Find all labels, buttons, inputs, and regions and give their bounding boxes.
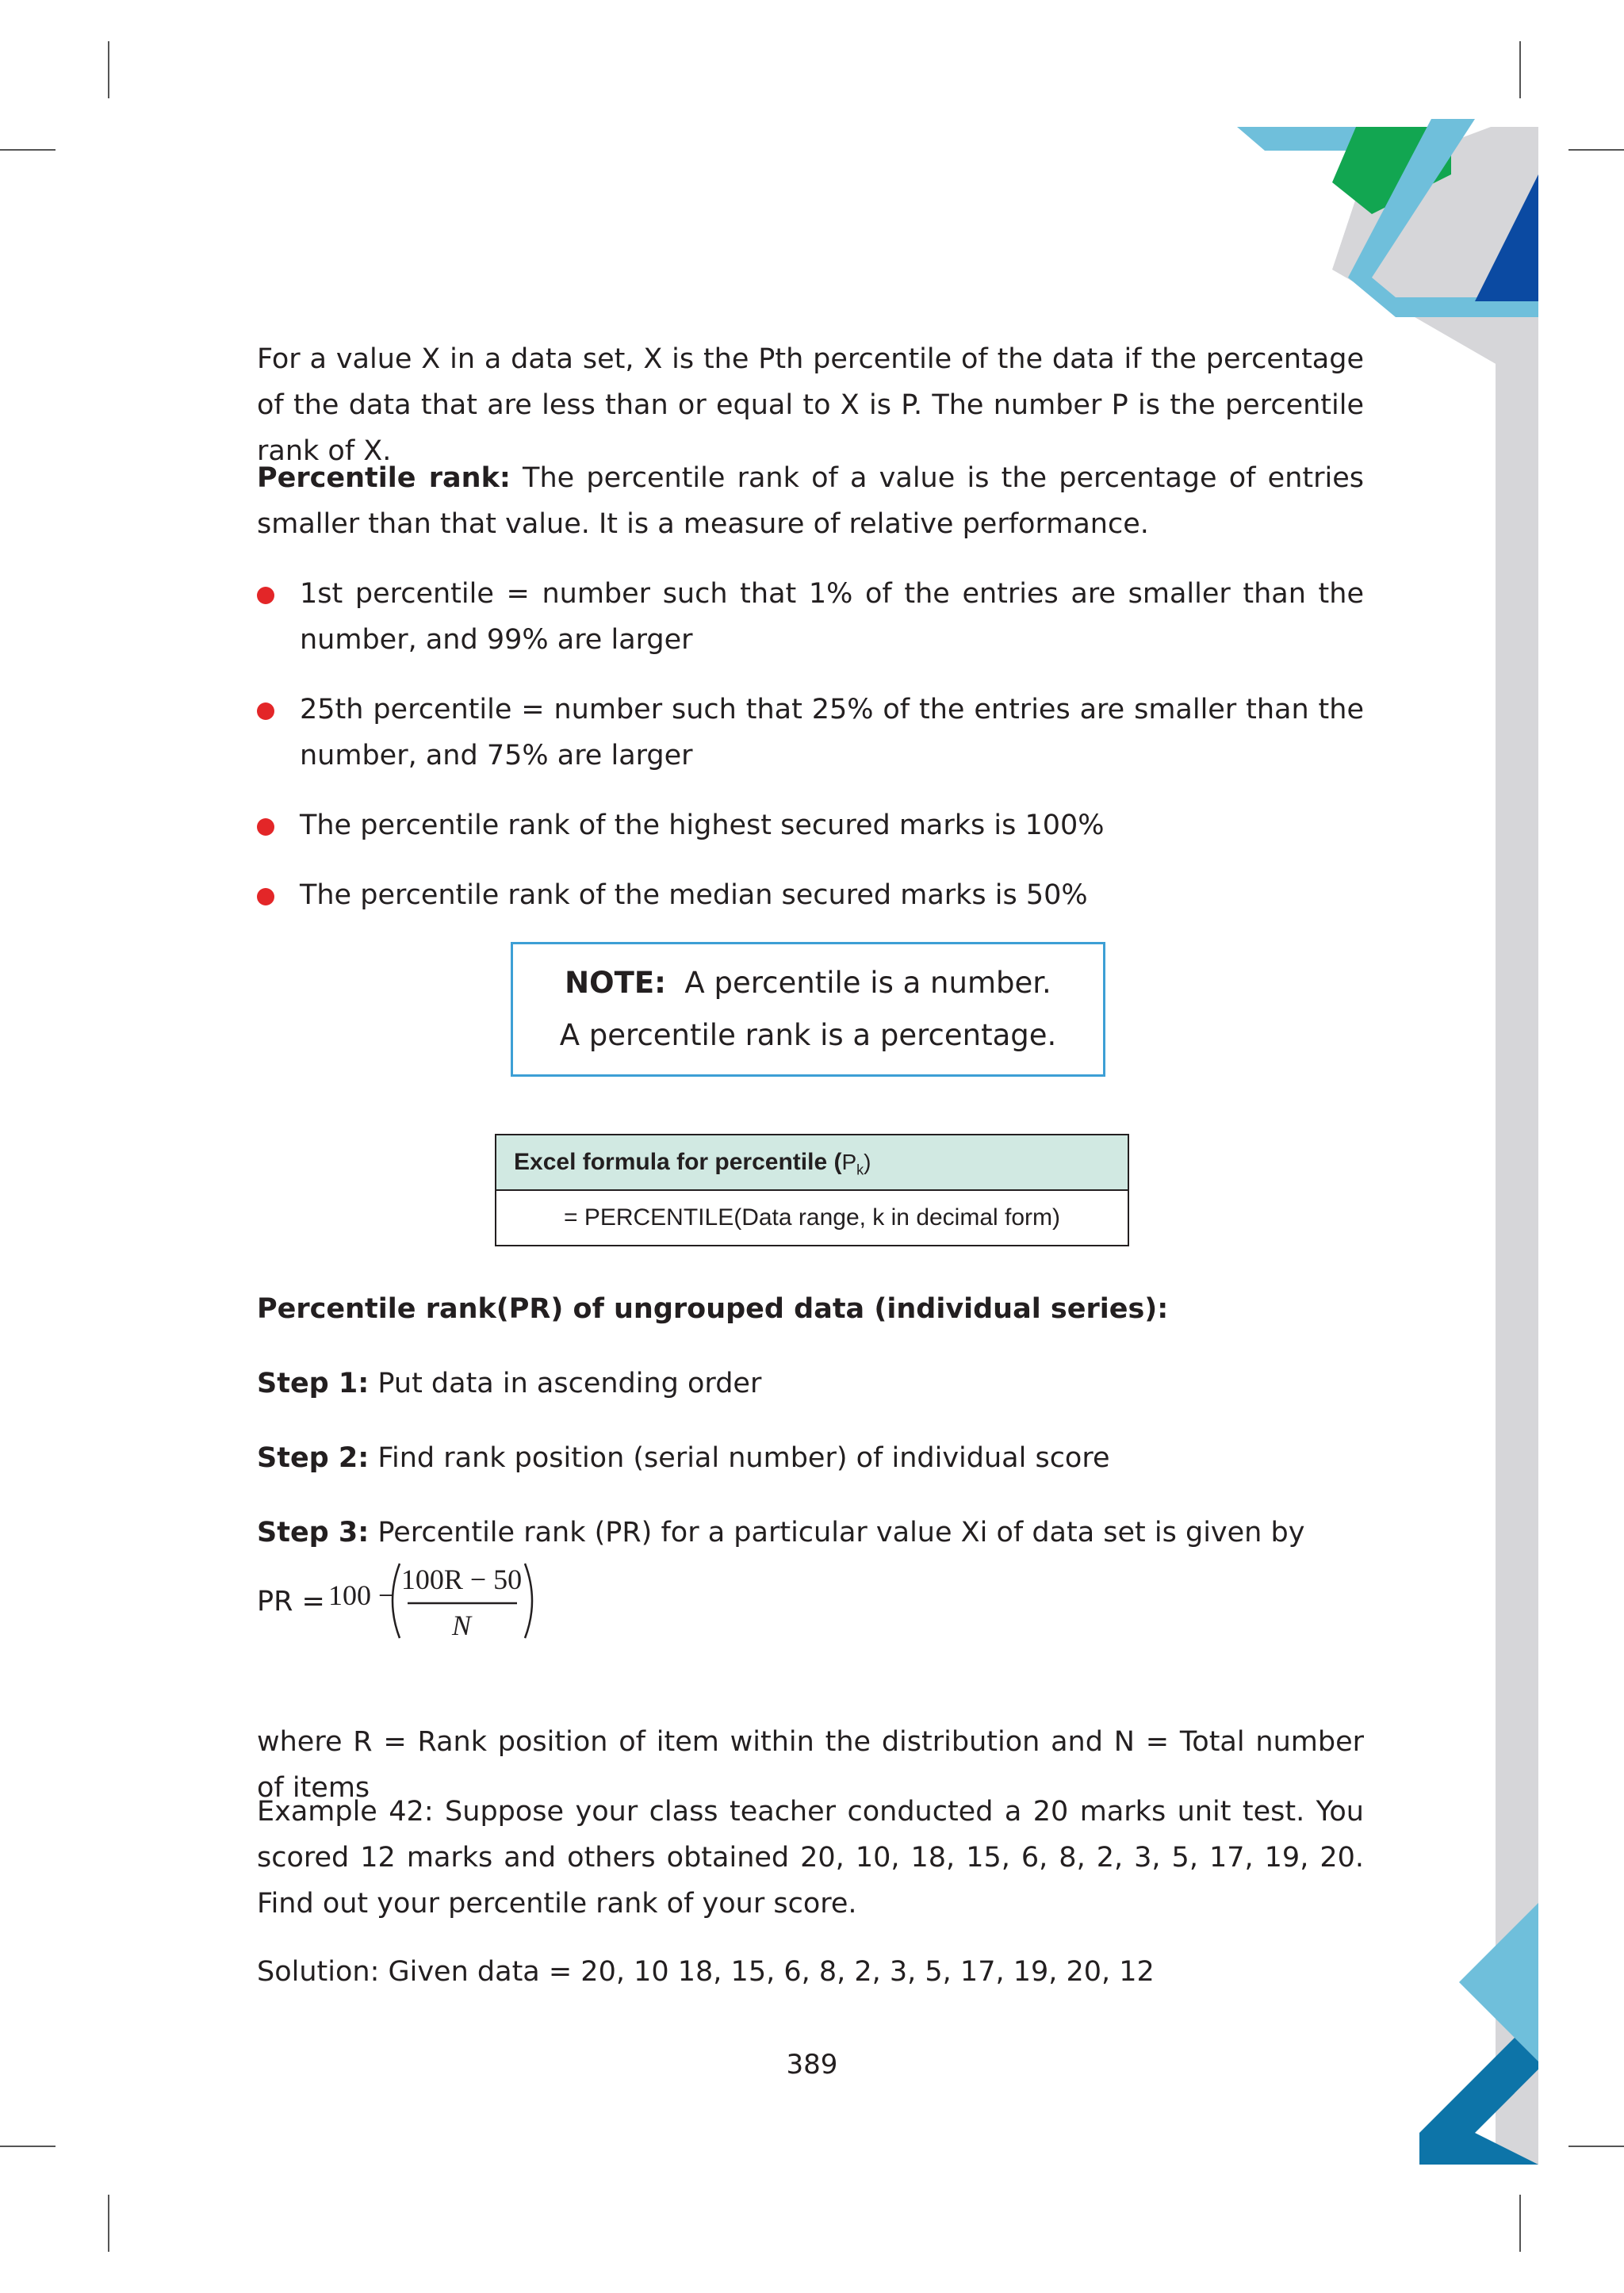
crop-mark (0, 149, 56, 151)
bullet-dot-icon (257, 818, 274, 836)
intro-paragraph (257, 336, 1364, 474)
bullet-item (257, 872, 1364, 918)
step-1-text: Put data in ascending order (369, 1368, 762, 1399)
bullet-text: 25th percentile = number such that 25% of the entries are smaller than the number, and 75% are larger (300, 694, 1364, 771)
where-text: where R = Rank position of item within the distribution and N = Total number of items (257, 1726, 1364, 1804)
bullet-text: 1st percentile = number such that 1% of the entries are smaller than the number, and 99% are larger (300, 578, 1364, 656)
crop-mark (1568, 149, 1624, 151)
step-2 (257, 1435, 1364, 1481)
excel-header-sub: k (856, 1162, 864, 1178)
bottom-corner-decoration (1419, 1903, 1538, 2172)
step-3-label: Step 3: (257, 1517, 370, 1548)
bullet-item (257, 571, 1364, 663)
right-paren (525, 1564, 532, 1638)
bullet-dot-icon (257, 587, 274, 604)
percentile-rank-label: Percentile rank: (257, 462, 511, 494)
excel-header-close: ) (864, 1150, 871, 1174)
pr-label: PR = (257, 1586, 325, 1617)
excel-header-text: Excel formula for percentile ( (514, 1149, 842, 1175)
step-2-label: Step 2: (257, 1442, 370, 1474)
step-1 (257, 1361, 1364, 1407)
crop-mark (108, 2195, 109, 2252)
right-margin-strip (1496, 127, 1538, 2165)
note-line-1 (513, 957, 1103, 1009)
excel-formula-cell: = PERCENTILE(Data range, k in decimal form) (563, 1204, 1061, 1231)
formula-denominator: N (451, 1610, 472, 1641)
note-line-2: A percentile rank is a percentage. (559, 1018, 1057, 1052)
bullet-text: The percentile rank of the highest secured marks is 100% (300, 810, 1105, 841)
excel-table-header (496, 1135, 1128, 1191)
step-1-label: Step 1: (257, 1368, 370, 1399)
bullet-dot-icon (257, 702, 274, 720)
bullet-item (257, 802, 1364, 848)
page-number: 389 (786, 2049, 838, 2081)
bullet-dot-icon (257, 888, 274, 905)
solution-text: Solution: Given data = 20, 10 18, 15, 6, 8, 2, 3, 5, 17, 19, 20, 12 (257, 1956, 1155, 1988)
crop-mark (108, 41, 109, 98)
step-3-text: Percentile rank (PR) for a particular value Xi of data set is given by (369, 1517, 1305, 1548)
bullet-item (257, 687, 1364, 779)
excel-formula-table (495, 1134, 1129, 1246)
pr-formula (257, 1557, 653, 1644)
section-heading: Percentile rank(PR) of ungrouped data (individual series): (257, 1293, 1169, 1325)
excel-header-p: P (841, 1150, 857, 1174)
step-2-text: Find rank position (serial number) of individual score (369, 1442, 1110, 1474)
note-box (511, 942, 1105, 1077)
crop-mark (0, 2146, 56, 2147)
bullet-text: The percentile rank of the median secured marks is 50% (300, 879, 1088, 911)
formula-constant: 100 − (328, 1579, 395, 1611)
crop-mark (1568, 2146, 1624, 2147)
intro-text: For a value X in a data set, X is the Pth percentile of the data if the percentage of the data that are less than or equal to X is P. The number P is the percentile rank of X. (257, 343, 1364, 467)
formula-numerator: 100R − 50 (400, 1564, 523, 1595)
percentile-rank-text: The percentile rank of a value is the percentage of entries smaller than that value. It is a measure of relative performance. (257, 462, 1364, 540)
step-3 (257, 1510, 1364, 1556)
crop-mark (1519, 41, 1521, 98)
example-paragraph: Example 42: Suppose your class teacher conducted a 20 marks unit test. You scored 12 marks and others obtained 20, 10, 18, 15, 6, 8, 2, 3, 5, 17, 19, 20. Find out your percentile rank of your score. (257, 1796, 1364, 1920)
pr-formula-graphic (328, 1557, 590, 1644)
note-text-1: A percentile is a number. (684, 966, 1051, 1000)
percentile-rank-paragraph (257, 455, 1364, 547)
crop-mark (1519, 2195, 1521, 2252)
note-label: NOTE: (565, 966, 666, 1000)
